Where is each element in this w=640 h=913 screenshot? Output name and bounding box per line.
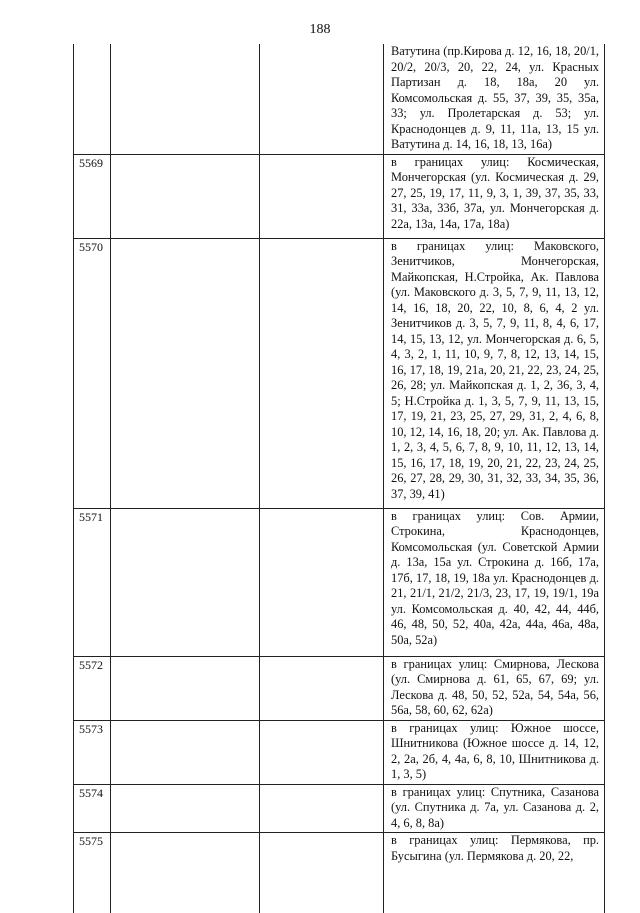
empty-cell (111, 720, 260, 784)
precinct-number-cell: 5572 (74, 656, 111, 720)
precinct-number-cell: 5571 (74, 508, 111, 656)
boundary-description-cell: в границах улиц: Смирнова, Лескова (ул. Смирнова д. 61, 65, 67, 69; ул. Лескова д. 48, 50, 52, 52а, 54, 54а, 56, 56а, 58, 60, 62, 62а) (384, 656, 605, 720)
table-row (74, 656, 605, 720)
boundary-description-cell: в границах улиц: Космическая, Мончегорская (ул. Космическая д. 29, 27, 25, 19, 17, 11, 9, 3, 1, 39, 37, 35, 33, 31, 33а, 33б, 37а, ул. Мончегорская д. 22а, 13а, 14а, 17а, 18а) (384, 154, 605, 238)
boundary-description-cell: в границах улиц: Маковского, Зенитчиков, Мончегорская, Майкопская, Н.Стройка, Ак. Павлова (ул. Маковского д. 3, 5, 7, 9, 11, 13, 12, 14, 16, 18, 20, 22, 10, 8, 6, 4, 2 ул. Зенитчиков д. 3, 5, 7, 9, 11, 8, 4, 6, 17, 14, 15, 13, 12, ул. Мончегорская д. 6, 5, 4, 3, 2, 1, 11, 10, 9, 7, 8, 12, 13, 14, 15, 16, 17, 18, 19, 21а, 20, 21, 22, 23, 24, 25, 26, 28; ул. Майкопская д. 1, 2, 36, 3, 4, 5; Н.Стройка д. 1, 3, 5, 7, 9, 11, 13, 15, 17, 19, 21, 23, 25, 27, 29, 31, 2, 4, 6, 8, 10, 12, 14, 16, 18, 20; ул. Ак. Павлова д. 1, 2, 3, 4, 5, 6, 7, 8, 9, 10, 11, 12, 13, 14, 15, 16, 17, 18, 19, 20, 21, 22, 23, 24, 25, 26, 27, 28, 29, 30, 31, 32, 33, 34, 35, 36, 37, 39, 41) (384, 238, 605, 508)
table-row (74, 154, 605, 238)
boundary-description-cell: в границах улиц: Южное шоссе, Шнитникова (Южное шоссе д. 14, 12, 2, 2а, 2б, 4, 4а, 6, 8, 10, Шнитникова д. 1, 3, 5) (384, 720, 605, 784)
precinct-number-cell: 5575 (74, 833, 111, 913)
empty-cell (111, 238, 260, 508)
boundary-description-cell: в границах улиц: Спутника, Сазанова (ул. Спутника д. 7а, ул. Сазанова д. 2, 4, 6, 8, 8а) (384, 784, 605, 833)
precinct-number-cell: 5574 (74, 784, 111, 833)
empty-cell (260, 720, 384, 784)
table-row (74, 238, 605, 508)
page-number: 188 (309, 22, 331, 37)
table-row (74, 833, 605, 913)
empty-cell (260, 44, 384, 154)
table-row (74, 508, 605, 656)
empty-cell (260, 784, 384, 833)
precinct-number-cell: 5569 (74, 154, 111, 238)
empty-cell (260, 508, 384, 656)
boundary-description-cell: Ватутина (пр.Кирова д. 12, 16, 18, 20/1, 20/2, 20/3, 20, 22, 24, ул. Красных Партизан д. 18, 18а, 20 ул. Комсомольская д. 55, 37, 39, 35, 35а, 33; ул. Пролетарская д. 53; ул. Краснодонцев д. 9, 11, 11а, 13, 15 ул. Ватутина д. 14, 16, 18, 13, 16а) (384, 44, 605, 154)
boundary-description-cell: в границах улиц: Пермякова, пр. Бусыгина (ул. Пермякова д. 20, 22, (384, 833, 605, 913)
precinct-number-cell: 5570 (74, 238, 111, 508)
empty-cell (111, 833, 260, 913)
table-row (74, 784, 605, 833)
table-row (74, 44, 605, 154)
empty-cell (260, 656, 384, 720)
empty-cell (111, 656, 260, 720)
empty-cell (111, 508, 260, 656)
empty-cell (111, 44, 260, 154)
empty-cell (111, 154, 260, 238)
empty-cell (111, 784, 260, 833)
boundary-description-cell: в границах улиц: Сов. Армии, Строкина, Краснодонцев, Комсомольская (ул. Советской Армии д. 13а, 15а ул. Строкина д. 16б, 17а, 17б, 17, 18, 19, 18а ул. Краснодонцев д. 21, 21/1, 21/2, 21/3, 23, 17, 19, 19/1, 19а ул. Комсомольская д. 40, 42, 44, 44б, 46, 48, 50, 52, 40а, 42а, 44а, 46а, 48а, 50а, 52а) (384, 508, 605, 656)
precinct-number-cell (74, 44, 111, 154)
table-row (74, 720, 605, 784)
precinct-table (73, 44, 605, 913)
empty-cell (260, 154, 384, 238)
empty-cell (260, 833, 384, 913)
precinct-number-cell: 5573 (74, 720, 111, 784)
empty-cell (260, 238, 384, 508)
